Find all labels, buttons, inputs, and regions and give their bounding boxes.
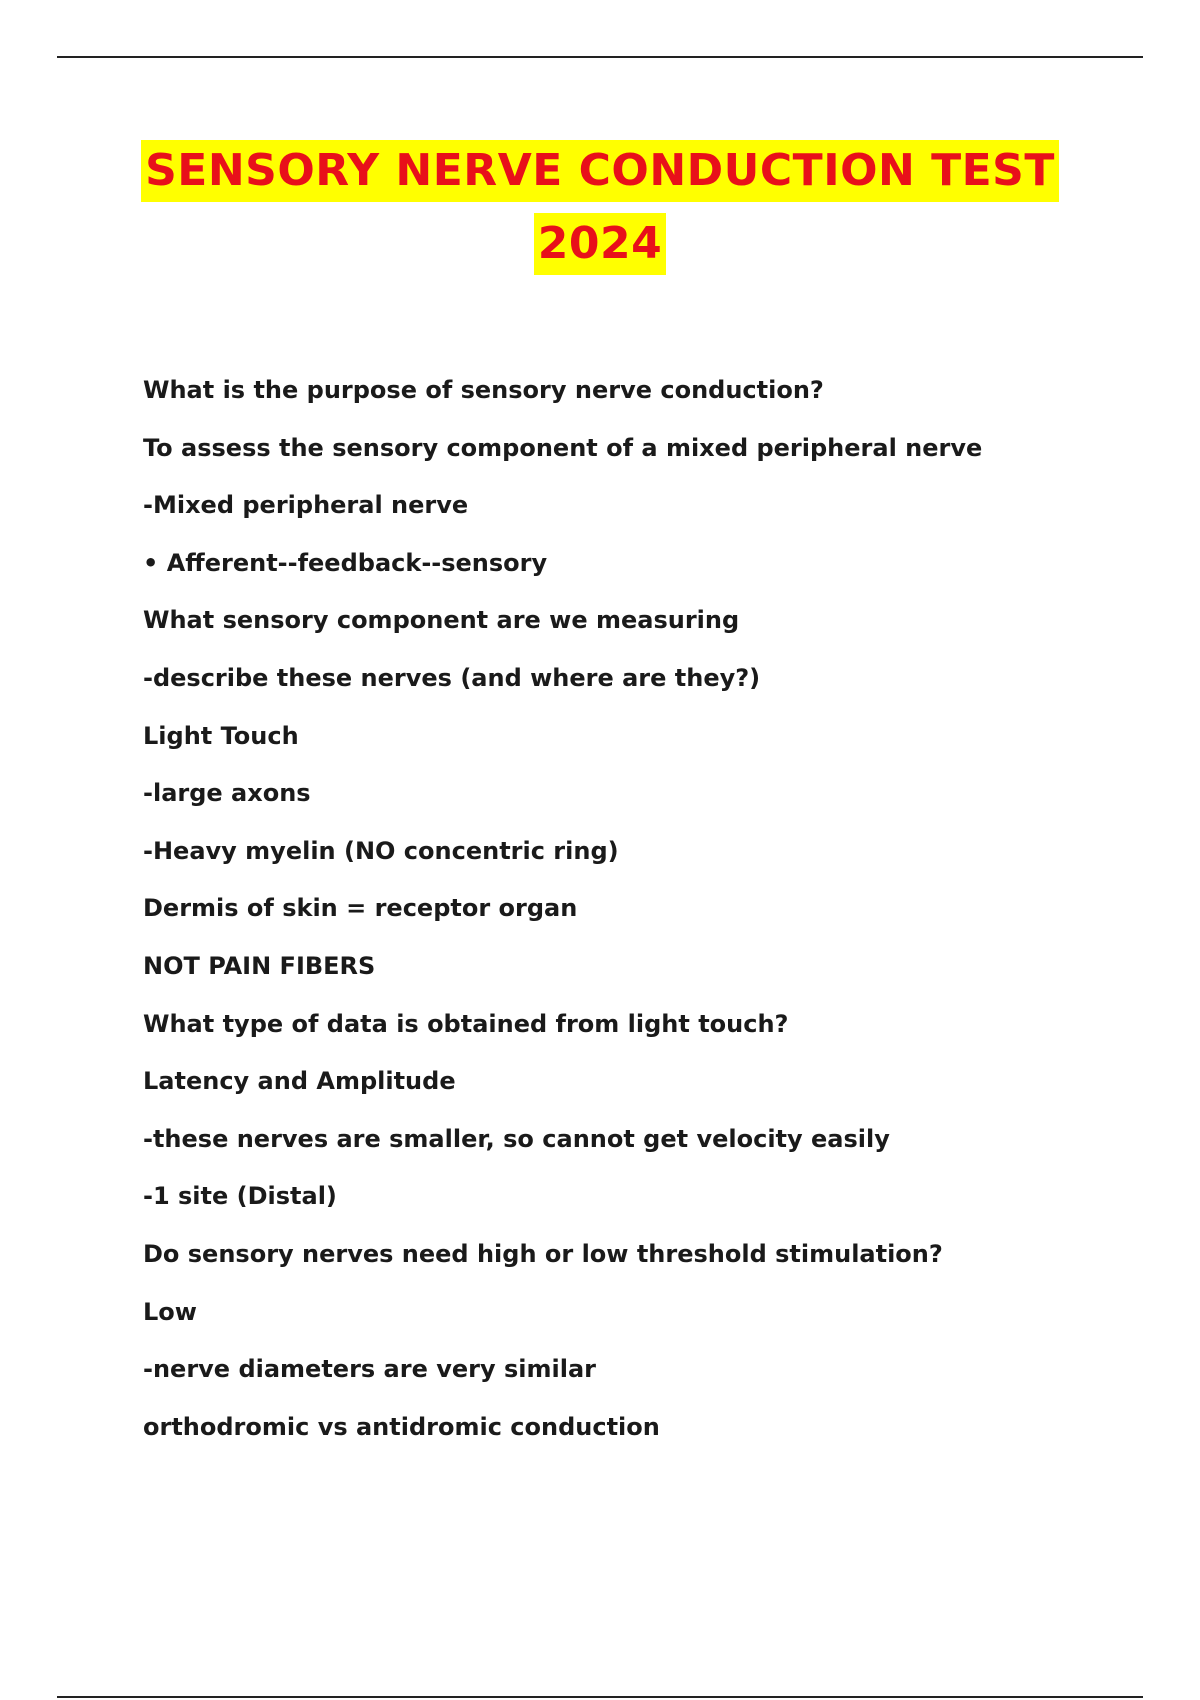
document-body xyxy=(143,362,1143,1456)
note-mixed-nerve: -Mixed peripheral nerve xyxy=(143,491,469,520)
answer-low: Low xyxy=(143,1297,197,1326)
note-dermis: Dermis of skin = receptor organ xyxy=(143,894,578,923)
top-rule xyxy=(57,56,1143,58)
note-heavy-myelin: -Heavy myelin (NO concentric ring) xyxy=(143,836,619,865)
title-line-1: SENSORY NERVE CONDUCTION TEST xyxy=(141,140,1059,202)
question-orthodromic: orthodromic vs antidromic conduction xyxy=(143,1412,660,1441)
note-diameters: -nerve diameters are very similar xyxy=(143,1355,596,1384)
answer-light-touch: Light Touch xyxy=(143,721,299,750)
question-component: What sensory component are we measuring xyxy=(143,606,740,635)
answer-purpose: To assess the sensory component of a mixed peripheral nerve xyxy=(143,433,983,462)
bullet-afferent: • Afferent--feedback--sensory xyxy=(143,548,548,577)
question-threshold: Do sensory nerves need high or low threshold stimulation? xyxy=(143,1239,943,1268)
note-not-pain: NOT PAIN FIBERS xyxy=(143,951,376,980)
note-describe-nerves: -describe these nerves (and where are they?) xyxy=(143,663,761,692)
note-one-site: -1 site (Distal) xyxy=(143,1182,337,1211)
title-line-2: 2024 xyxy=(534,213,666,275)
note-smaller-nerves: -these nerves are smaller, so cannot get velocity easily xyxy=(143,1124,890,1153)
document-title xyxy=(0,140,1200,275)
question-purpose: What is the purpose of sensory nerve conduction? xyxy=(143,376,824,404)
note-large-axons: -large axons xyxy=(143,779,311,808)
answer-latency-amplitude: Latency and Amplitude xyxy=(143,1067,456,1096)
bottom-rule xyxy=(57,1696,1143,1698)
question-data-type: What type of data is obtained from light touch? xyxy=(143,1009,789,1038)
